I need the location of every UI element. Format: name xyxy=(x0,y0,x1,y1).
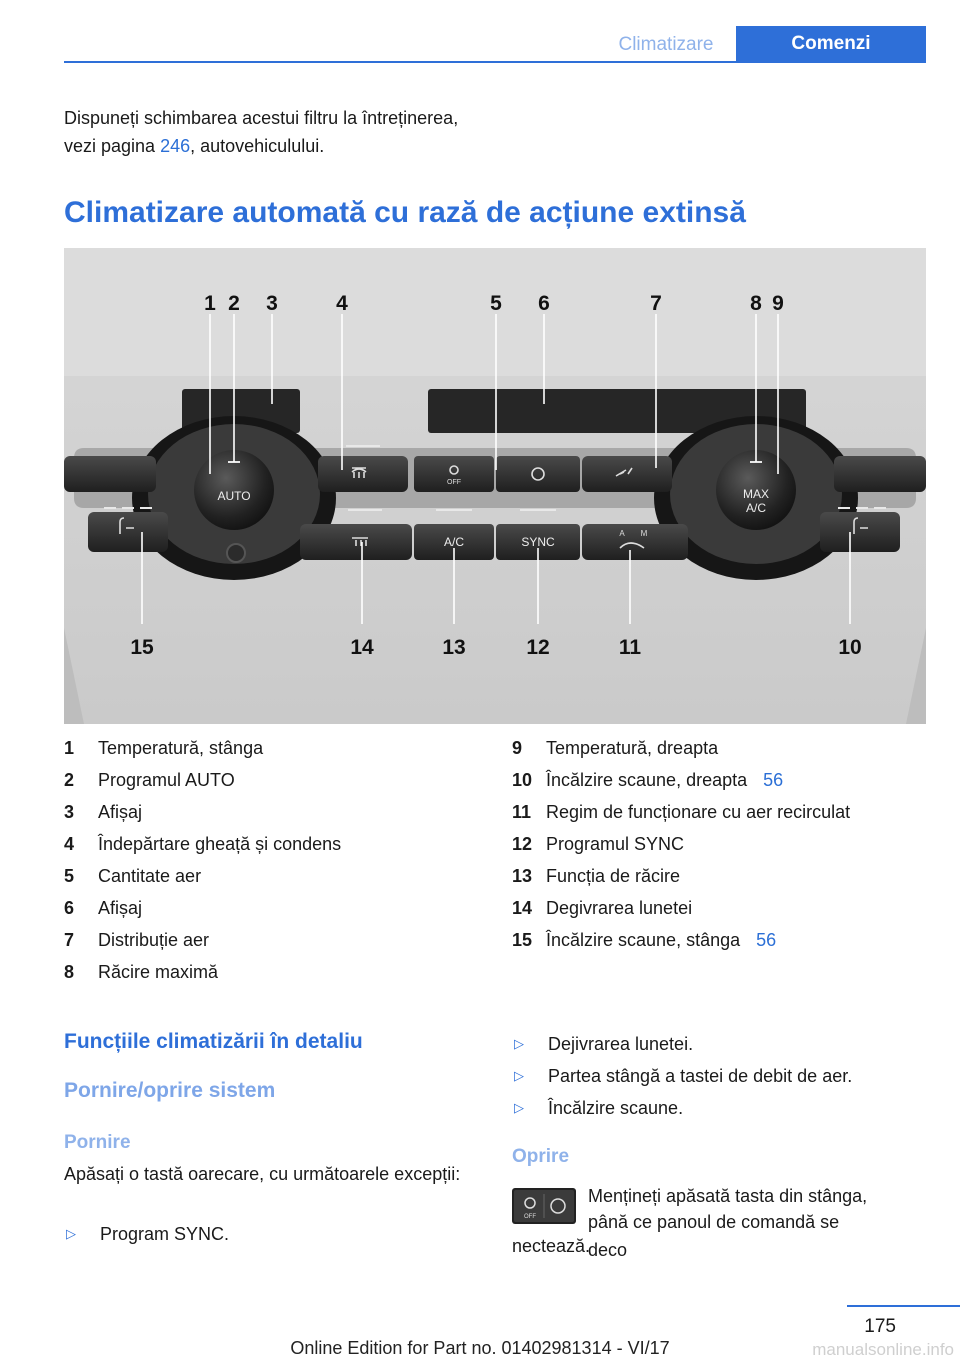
bullet-text: Dejivrarea lunetei. xyxy=(548,1034,694,1054)
legend-item xyxy=(512,924,850,956)
legend-text: Funcția de răcire xyxy=(546,866,681,886)
header-rule xyxy=(64,61,926,63)
intro-text: Dispuneți schimbarea acestui filtru la întreținerea, vezi pagina xyxy=(64,108,459,156)
callout-number: 14 xyxy=(350,636,374,659)
recirc-a-label: A xyxy=(619,529,625,538)
bullets-right xyxy=(512,1028,852,1124)
legend-item xyxy=(512,860,850,892)
page-reference-link[interactable]: 56 xyxy=(756,930,777,950)
legend-text: Temperatură, stânga xyxy=(98,738,264,758)
legend-item xyxy=(512,828,850,860)
legend-text: Afișaj xyxy=(98,802,143,822)
max-ac-sub-label: A/C xyxy=(745,501,767,515)
legend-item xyxy=(64,892,341,924)
legend-text: Programul SYNC xyxy=(546,834,685,854)
page-number: 175 xyxy=(864,1316,896,1337)
legend-number: 4 xyxy=(64,834,75,854)
legend-text: Afișaj xyxy=(98,898,143,918)
legend-number: 8 xyxy=(64,962,75,982)
callout-number: 9 xyxy=(772,292,784,315)
legend-number: 12 xyxy=(512,834,533,854)
legend-item xyxy=(64,828,341,860)
legend-number: 15 xyxy=(512,930,533,950)
icon-off-label: OFF xyxy=(524,1214,536,1220)
legend-text: Cantitate aer xyxy=(98,866,202,886)
legend-number: 14 xyxy=(512,898,533,918)
page-title: Climatizare automată cu rază de acțiune extinsă xyxy=(64,196,746,229)
list-item xyxy=(512,1060,852,1092)
legend-item xyxy=(64,860,341,892)
max-button-label[interactable]: MAX xyxy=(742,487,770,501)
legend-number: 7 xyxy=(64,930,75,950)
bullets-left xyxy=(64,1218,229,1250)
legend-text: Răcire maximă xyxy=(98,962,219,982)
callout-number: 7 xyxy=(650,292,662,315)
details-heading: Funcțiile climatizării în detaliu xyxy=(64,1030,363,1053)
legend-text: Îndepărtare gheață și condens xyxy=(98,834,342,854)
callout-number: 10 xyxy=(838,636,862,659)
legend-item xyxy=(64,956,341,988)
on-text: Apăsați o tastă oarecare, cu următoarele excepții: xyxy=(64,1164,461,1184)
legend-number: 5 xyxy=(64,866,75,886)
callout-number: 3 xyxy=(266,292,278,315)
legend-item xyxy=(512,764,850,796)
details-subheading: Pornire/oprire sistem xyxy=(64,1079,276,1102)
auto-button-label[interactable]: AUTO xyxy=(217,489,251,503)
bullet-triangle-icon: ▷ xyxy=(66,1226,76,1241)
legend-item xyxy=(64,764,341,796)
legend-left xyxy=(64,732,341,988)
legend-text: Programul AUTO xyxy=(98,770,235,790)
legend-text: Încălzire scaune, stânga xyxy=(546,930,741,950)
list-item xyxy=(512,1092,852,1124)
fan-off-label: OFF xyxy=(447,479,461,486)
list-item xyxy=(512,1028,852,1060)
off-title: Oprire xyxy=(512,1146,570,1167)
legend-text: Temperatură, dreapta xyxy=(546,738,719,758)
legend-number: 11 xyxy=(512,802,532,822)
header-chapter-tab: Comenzi xyxy=(736,26,926,62)
legend-right xyxy=(512,732,850,956)
legend-text: Degivrarea lunetei xyxy=(546,898,693,918)
legend-item xyxy=(64,732,341,764)
legend-item xyxy=(512,796,850,828)
bullet-text: Încălzire scaune. xyxy=(548,1098,684,1118)
page-reference-link[interactable]: 56 xyxy=(763,770,784,790)
watermark: manualsonline.info xyxy=(812,1340,954,1359)
bullet-triangle-icon: ▷ xyxy=(514,1036,524,1051)
on-title: Pornire xyxy=(64,1132,131,1153)
legend-number: 1 xyxy=(64,738,75,758)
list-item xyxy=(64,1218,229,1250)
legend-text: Încălzire scaune, dreapta xyxy=(546,770,748,790)
callout-number: 12 xyxy=(526,636,550,659)
callout-number: 4 xyxy=(336,292,348,315)
legend-text: Regim de funcționare cu aer recirculat xyxy=(546,802,851,822)
off-text-line3: nectează. xyxy=(512,1236,591,1256)
callout-number: 15 xyxy=(130,636,154,659)
sync-button-label[interactable]: SYNC xyxy=(521,535,555,549)
bullet-triangle-icon: ▷ xyxy=(514,1100,524,1115)
legend-number: 9 xyxy=(512,738,523,758)
legend-number: 3 xyxy=(64,802,75,822)
climate-control-panel-image xyxy=(64,248,926,724)
footer-rule xyxy=(847,1305,960,1307)
legend-item xyxy=(512,892,850,924)
legend-number: 10 xyxy=(512,770,533,790)
legend-number: 2 xyxy=(64,770,75,790)
callout-number: 2 xyxy=(228,292,240,315)
recirc-m-label: M xyxy=(640,529,648,538)
legend-item xyxy=(64,924,341,956)
callout-number: 13 xyxy=(442,636,466,659)
intro-paragraph xyxy=(64,104,494,160)
callout-number: 8 xyxy=(750,292,762,315)
bullet-text: Program SYNC. xyxy=(100,1224,230,1244)
off-text-line1: Mențineți apăsată tasta din stânga, xyxy=(588,1186,868,1206)
legend-number: 6 xyxy=(64,898,75,918)
callout-number: 5 xyxy=(490,292,502,315)
legend-item xyxy=(64,796,341,828)
fan-off-button-icon xyxy=(512,1188,576,1224)
off-text-line2: până ce panoul de comandă se deco xyxy=(588,1212,840,1260)
bullet-triangle-icon: ▷ xyxy=(514,1068,524,1083)
ac-button-label[interactable]: A/C xyxy=(443,535,465,549)
callout-number: 1 xyxy=(204,292,216,315)
legend-text: Distribuție aer xyxy=(98,930,210,950)
callout-number: 6 xyxy=(538,292,550,315)
header-section-label: Climatizare xyxy=(618,34,714,55)
bullet-text: Partea stângă a tastei de debit de aer. xyxy=(548,1066,853,1086)
intro-text-end: , autovehiculului. xyxy=(190,136,325,156)
edition-footer: Online Edition for Part no. 01402981314 - VI/17 xyxy=(290,1338,670,1358)
page-reference-link[interactable]: 246 xyxy=(160,136,191,156)
legend-number: 13 xyxy=(512,866,533,886)
callout-number: 11 xyxy=(618,636,642,659)
legend-item xyxy=(512,732,850,764)
